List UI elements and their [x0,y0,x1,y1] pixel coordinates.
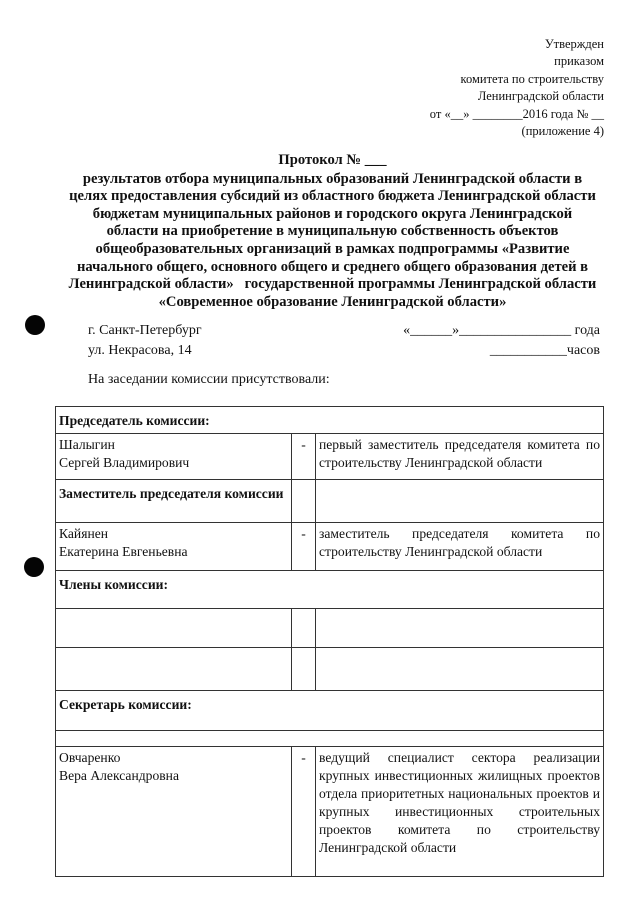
table-row [56,691,604,731]
empty-cell [56,648,292,691]
empty-cell [56,609,292,648]
spacer-cell [56,731,604,747]
secretary-name [56,747,292,877]
table-row [56,731,604,747]
table-row [56,747,604,877]
deputy-header: Заместитель председателя комиссии [56,480,292,523]
title-line: бюджетам муниципальных районов и городского округа Ленинградской [92,205,573,222]
empty-cell [292,609,316,648]
commission-table [55,406,604,877]
secretary-position: ведущий специалист сектора реализации крупных инвестиционных жилищных проектов отдела приоритетных национальных проектов и крупных инвестиционных строительных проектов комитета по строительству Ленинградской области [316,747,604,877]
title-line: «Современное образование Ленинградской области» [158,293,507,310]
deputy-name [56,523,292,571]
approval-line: приказом [554,54,604,69]
title-line: целях предоставления субсидий из областного бюджета Ленинградской области [69,188,596,205]
surname: Шалыгин [59,437,115,452]
given-names: Екатерина Евгеньевна [59,544,188,559]
title-line: результатов отбора муниципальных образований Ленинградской области в [82,170,583,187]
protocol-heading: Протокол № ___ [278,152,387,168]
approval-line: комитета по строительству [460,71,604,86]
surname: Кайянен [59,526,109,541]
members-header: Члены комиссии: [56,571,604,609]
city: г. Санкт-Петербург [88,323,202,338]
given-names: Сергей Владимирович [59,455,190,470]
title-line: начального общего, основного общего и среднего общего образования детей в [76,258,589,275]
approval-line: от «__» ________2016 года № __ [429,106,604,121]
table-row [56,434,604,480]
table-row [56,609,604,648]
dash: - [292,434,316,480]
table-row [56,571,604,609]
approval-stamp [430,36,604,140]
table-row [56,407,604,434]
approval-line: Ленинградской области [477,89,604,104]
table-row [56,480,604,523]
table-row [56,648,604,691]
empty-cell [292,480,316,523]
empty-cell [316,648,604,691]
empty-cell [316,480,604,523]
dash: - [292,747,316,877]
surname: Овчаренко [59,750,121,765]
punch-hole-icon [24,557,44,577]
title-line: области на приобретение в муниципальную собственность объектов [106,223,559,240]
date-line: «______»________________ года [403,323,600,338]
title-line: общеобразовательных организаций в рамках подпрограммы «Развитие [95,240,570,257]
dash: - [292,523,316,571]
present-label: На заседании комиссии присутствовали: [88,372,330,387]
meeting-place [88,321,202,361]
meeting-date-time [403,321,600,361]
approval-line: Утвержден [544,37,604,51]
street-address: ул. Некрасова, 14 [88,343,192,358]
given-names: Вера Александровна [59,768,179,783]
deputy-position: заместитель председателя комитета по строительству Ленинградской области [316,523,604,571]
empty-cell [292,648,316,691]
time-line: ___________часов [489,343,600,358]
punch-hole-icon [25,315,45,335]
chair-header: Председатель комиссии: [56,407,604,434]
secretary-header: Секретарь комиссии: [56,691,604,731]
title-line: Ленинградской области» государственной программы Ленинградской области [68,276,597,293]
chair-name [56,434,292,480]
document-title [55,152,610,311]
empty-cell [316,609,604,648]
chair-position: первый заместитель председателя комитета по строительству Ленинградской области [316,434,604,480]
approval-line: (приложение 4) [521,124,604,139]
table-row [56,523,604,571]
